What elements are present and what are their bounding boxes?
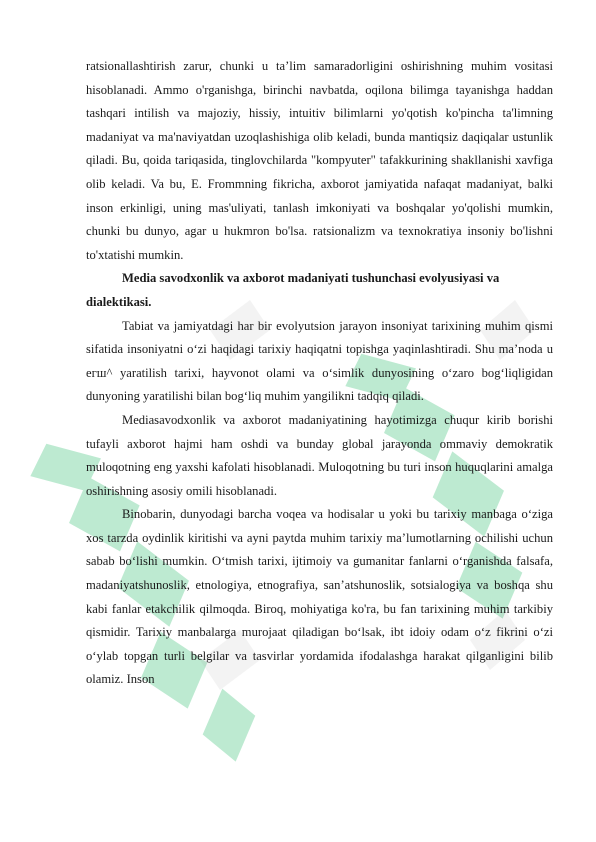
- paragraph-2: Mediasavodxonlik va axborot madaniyatining hayotimizga chuqur kirib borishi tufayli axborot hajmi ham oshdi va bunday global jarayonda ommaviy demokratik muloqotning eng yaxshi kafolati hisoblanadi. Muloqotning bu turi inson huquqlarini amalga oshirishning asosiy omili hisoblanadi.: [86, 412, 553, 498]
- section-heading-line-2: dialektikasi.: [86, 294, 152, 309]
- paragraph-intro: ratsionallashtirish zarur, chunki u ta’lim samaradorligini oshirishning muhim vositasi hisoblanadi. Ammo o'rganishga, birinchi navbatda, oqilona bilimga tayanishga haddan tashqari intilish va majoziy, hissiy, intuitiv bilimlarni yo'qotish ko'pincha ta'limning madaniyat va ma'naviyatdan uzoqlashishiga olib keladi, bunda mantiqsiz daqiqalar ustunlik qiladi. Bu, qoida tariqasida, tinglovchilarda "kompyuter" tafakkurining shakllanishi xavfiga olib keladi. Va bu, E. Frommning fikricha, axborot jamiyatida nafaqat madaniyat, balki inson erkinligi, uning mas'uliyati, tanlash imkoniyati va boshqalar yo'qolishi mumkin, chunki bu dunyo, agar u hukmron bo'lsa. ratsionalizm va texnokratiya insoniy bo'lishni to'xtatishi mumkin.: [86, 59, 553, 262]
- document-body: [86, 55, 553, 692]
- paragraph-3: Binobarin, dunyodagi barcha voqea va hodisalar u yoki bu tarixiy manbaga o‘ziga xos tarzda oydinlik kiritishi va ayni paytda muhim tarixiy ma’lumotlarning ochilishi uchun sabab bo‘lishi mumkin. O‘tmish tarixi, ijtimoiy va gumanitar fanlarni o‘rganishda falsafa, madaniyatshunoslik, etnologiya, etnografiya, san’atshunoslik, sotsialogiya va boshqa shu kabi fanlar etakchilik qilmoqda. Biroq, mohiyatiga ko'ra, bu fan tarixining muhim tarkibiy qismidir. Tarixiy manbalarga murojaat qiladigan bo‘lsak, ibt idoiy odam o‘z fikrini o‘zi o‘ylab topgan turli belgilar va tasvirlar yordamida ifodalashga harakat qilganligini bilib olamiz. Inson: [86, 507, 553, 687]
- section-heading-line-1: Media savodxonlik va axborot madaniyati tushunchasi evolyusiyasi va: [122, 271, 500, 286]
- paragraph-1: Tabiat va jamiyatdagi har bir evolyutsion jarayon insoniyat tarixining muhim qismi sifatida insoniyatni o‘zi haqidagi tarixiy haqiqatni topishga yaqinlashtiradi. Shu ma’noda u егш^ yaratilish tarixi, hayvonot olami va o‘simlik dunyosining o‘zaro bog‘liqligidan dunyoning yaratilishi bilan bog‘liq muhim yangilikni tadqiq qiladi.: [86, 318, 553, 404]
